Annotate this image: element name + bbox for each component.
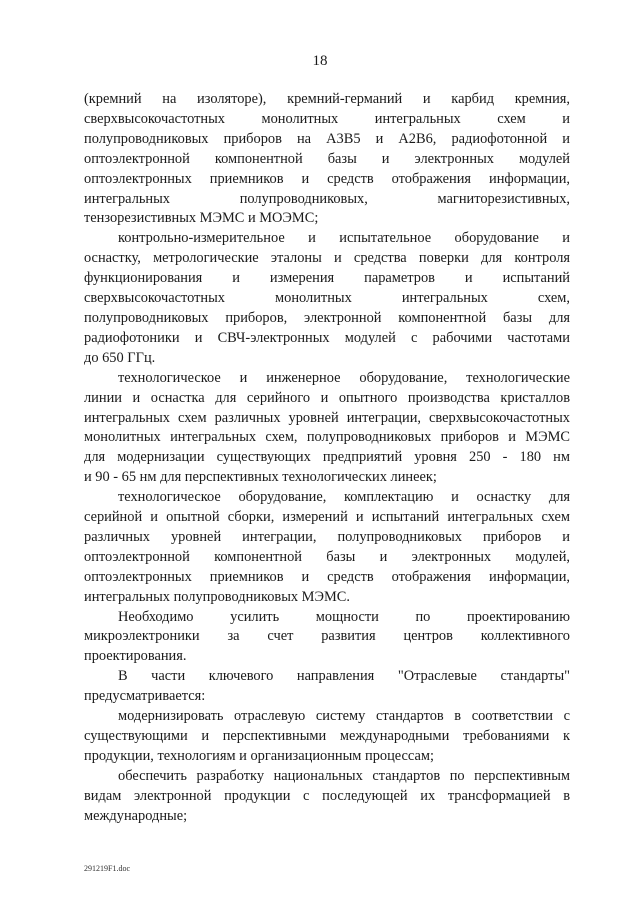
text-line: оптоэлектронных приемников и средств отображения информации,	[84, 170, 570, 187]
text-line: продукции, технологиям и организационным процессам;	[84, 747, 434, 764]
text-line: монолитных интегральных схем, полупроводниковых приборов и МЭМС	[84, 429, 570, 446]
file-name-footer: 291219F1.doc	[84, 864, 130, 873]
text-line: до 650 ГГц.	[84, 349, 156, 366]
text-line: полупроводниковых приборов на А3В5 и А2В6, радиофотонной и	[84, 130, 570, 147]
text-line: предусматривается:	[84, 688, 206, 705]
text-line: и 90 - 65 нм для перспективных технологических линеек;	[84, 469, 437, 486]
text-line: технологическое оборудование, комплектацию и оснастку для	[118, 489, 570, 506]
text-line: оптоэлектронной компонентной базы и электронных модулей,	[84, 548, 570, 565]
text-line: тензорезистивных МЭМС и МОЭМС;	[84, 210, 319, 227]
text-line: сверхвысокочастотных монолитных интегральных схем,	[84, 290, 570, 307]
text-line: международные;	[84, 807, 188, 824]
text-line: радиофотоники и СВЧ-электронных модулей с рабочими частотами	[84, 329, 570, 346]
text-line: различных уровней интеграции, полупроводниковых приборов и	[84, 528, 570, 545]
text-line: модернизировать отраслевую систему стандартов в соответствии с	[118, 708, 570, 725]
text-line: обеспечить разработку национальных стандартов по перспективным	[118, 767, 570, 784]
body-text	[84, 90, 570, 827]
text-line: контрольно-измерительное и испытательное оборудование и	[118, 230, 570, 247]
page-number: 18	[312, 53, 328, 69]
text-line: сверхвысокочастотных монолитных интегральных схем и	[84, 110, 570, 127]
text-line: оснастку, метрологические эталоны и средства поверки для контроля	[84, 250, 570, 267]
text-line: проектирования.	[84, 648, 187, 665]
text-line: интегральных полупроводниковых, магниторезистивных,	[84, 190, 570, 207]
text-line: линии и оснастка для серийного и опытного производства кристаллов	[84, 389, 570, 406]
text-line: (кремний на изоляторе), кремний-германий и карбид кремния,	[84, 91, 570, 107]
text-line: микроэлектроники за счет развития центров коллективного	[84, 628, 570, 645]
text-line: интегральных схем различных уровней интеграции, сверхвысокочастотных	[84, 409, 570, 426]
text-line: функционирования и измерения параметров и испытаний	[84, 270, 570, 287]
text-line: технологическое и инженерное оборудование, технологические	[118, 369, 570, 386]
text-line: Необходимо усилить мощности по проектированию	[118, 608, 570, 625]
text-line: полупроводниковых приборов, электронной компонентной базы для	[84, 309, 570, 326]
text-line: В части ключевого направления "Отраслевые стандарты"	[118, 668, 570, 685]
text-line: для модернизации существующих предприятий уровня 250 - 180 нм	[84, 449, 570, 466]
text-line: оптоэлектронных приемников и средств отображения информации,	[84, 568, 570, 585]
text-line: видам электронной продукции с последующей их трансформацией в	[84, 787, 570, 804]
text-line: существующими и перспективными международными требованиями к	[84, 728, 570, 744]
text-line: интегральных полупроводниковых МЭМС.	[84, 588, 350, 605]
text-line: серийной и опытной сборки, измерений и испытаний интегральных схем	[84, 509, 570, 526]
text-line: оптоэлектронной компонентной базы и электронных модулей	[84, 150, 570, 167]
